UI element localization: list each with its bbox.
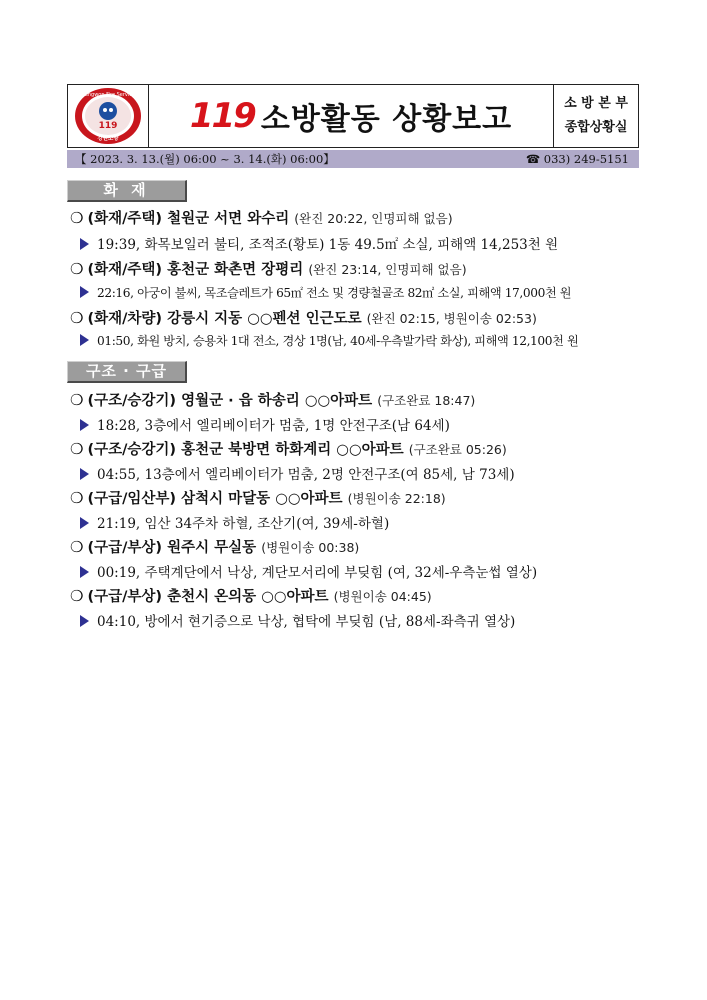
incident-status: (병원이송 00:38) <box>261 540 360 555</box>
circle-bullet-icon: ❍ <box>70 391 84 409</box>
circle-bullet-icon: ❍ <box>70 587 84 605</box>
incident-detail: 04:55, 13층에서 엘리베이터가 멈춤, 2명 안전구조(여 85세, 남 73세) <box>97 467 515 483</box>
list-item-detail <box>80 332 578 349</box>
incident-detail: 19:39, 화목보일러 불티, 조적조(황토) 1동 49.5㎡ 소실, 피해액 14,253천 원 <box>97 237 559 253</box>
section-label-rescue: 구조 · 구급 <box>67 361 187 383</box>
svg-text:119: 119 <box>98 121 118 131</box>
list-item-title <box>70 258 467 279</box>
report-header <box>67 84 639 148</box>
incident-detail: 04:10, 방에서 현기증으로 낙상, 협탁에 부딪힘 (남, 88세-좌측귀 열상) <box>97 614 516 630</box>
incident-status: (구조완료 05:26) <box>408 442 507 457</box>
circle-bullet-icon: ❍ <box>70 209 84 227</box>
incident-detail: 21:19, 임산 34주차 하혈, 조산기(여, 39세-하혈) <box>97 516 390 532</box>
org-cell <box>553 85 638 147</box>
fire-service-logo-icon <box>73 86 143 146</box>
svg-text:강원소방: 강원소방 <box>97 136 119 142</box>
incident-status: (병원이송 22:18) <box>347 491 446 506</box>
incident-status: (완진 23:14, 인명피해 없음) <box>308 262 467 277</box>
incident-title: (구조/승강기) 홍천군 북방면 하화계리 ○○아파트 <box>87 442 404 458</box>
incident-status: (완진 20:22, 인명피해 없음) <box>294 211 453 226</box>
list-item-title <box>70 438 507 459</box>
circle-bullet-icon: ❍ <box>70 440 84 458</box>
incident-title: (화재/차량) 강릉시 지동 ○○펜션 인근도로 <box>87 311 362 327</box>
incident-detail: 22:16, 아궁이 불씨, 목조슬레트가 65㎡ 전소 및 경량철골조 82㎡ 소실, 피해액 17,000천 원 <box>97 286 572 300</box>
page-title: 소방활동 상황보고 <box>260 102 513 137</box>
incident-status: (병원이송 04:45) <box>333 589 432 604</box>
arrow-bullet-icon <box>80 419 89 431</box>
incident-detail: 00:19, 주택계단에서 낙상, 계단모서리에 부딪힘 (여, 32세-우측눈썹 열상) <box>97 565 538 581</box>
arrow-bullet-icon <box>80 468 89 480</box>
circle-bullet-icon: ❍ <box>70 309 84 327</box>
arrow-bullet-icon <box>80 517 89 529</box>
list-item-title <box>70 536 359 557</box>
title-cell <box>149 85 553 147</box>
org-name: 소 방 본 부 <box>564 96 628 111</box>
svg-text:Gangwon Fire Service: Gangwon Fire Service <box>80 92 136 98</box>
arrow-bullet-icon <box>80 615 89 627</box>
list-item-title <box>70 207 453 228</box>
list-item-title <box>70 487 446 508</box>
arrow-bullet-icon <box>80 566 89 578</box>
incident-title: (구급/임산부) 삼척시 마달동 ○○아파트 <box>87 491 343 507</box>
incident-title: (구조/승강기) 영월군 · 읍 하송리 ○○아파트 <box>87 393 373 409</box>
title-119-logo: 119 <box>189 96 255 136</box>
report-period-bar <box>67 150 639 168</box>
list-item-detail <box>80 414 450 434</box>
arrow-bullet-icon <box>80 238 89 250</box>
list-item-title <box>70 585 432 606</box>
circle-bullet-icon: ❍ <box>70 489 84 507</box>
list-item-detail <box>80 561 537 581</box>
list-item-detail <box>80 512 389 532</box>
list-item-detail <box>80 233 558 253</box>
incident-title: (구급/부상) 원주시 무실동 <box>87 540 257 556</box>
incident-title: (화재/주택) 홍천군 화촌면 장평리 <box>87 262 304 278</box>
circle-bullet-icon: ❍ <box>70 538 84 556</box>
logo-cell <box>68 85 149 147</box>
incident-detail: 18:28, 3층에서 엘리베이터가 멈춤, 1명 안전구조(남 64세) <box>97 418 450 434</box>
org-department: 종합상황실 <box>564 120 628 135</box>
circle-bullet-icon: ❍ <box>70 260 84 278</box>
incident-title: (구급/부상) 춘천시 온의동 ○○아파트 <box>87 589 329 605</box>
report-period: 【 2023. 3. 13.(월) 06:00 ~ 3. 14.(화) 06:00】 <box>75 152 335 166</box>
incident-status: (완진 02:15, 병원이송 02:53) <box>366 311 537 326</box>
contact-phone: ☎ 033) 249-5151 <box>525 152 629 166</box>
list-item-detail <box>80 610 515 630</box>
list-item-detail <box>80 463 515 483</box>
list-item-title <box>70 389 475 410</box>
list-item-detail <box>80 284 571 301</box>
arrow-bullet-icon <box>80 334 89 346</box>
arrow-bullet-icon <box>80 286 89 298</box>
section-label-fire: 화 재 <box>67 180 187 202</box>
incident-title: (화재/주택) 철원군 서면 와수리 <box>87 211 290 227</box>
list-item-title <box>70 307 537 328</box>
incident-detail: 01:50, 화원 방치, 승용차 1대 전소, 경상 1명(남, 40세-우측발가락 화상), 피해액 12,100천 원 <box>97 334 579 348</box>
incident-status: (구조완료 18:47) <box>377 393 476 408</box>
